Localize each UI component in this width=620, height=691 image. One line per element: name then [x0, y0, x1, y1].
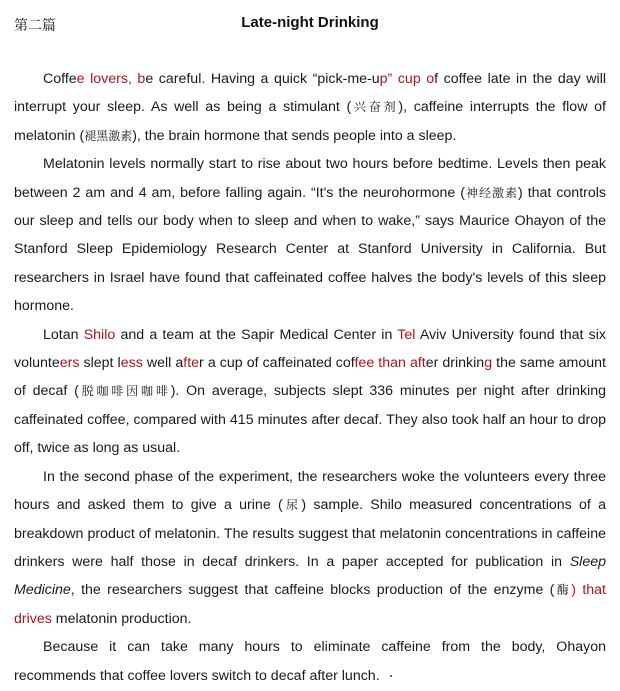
scan-speck — [390, 675, 392, 677]
chinese-gloss: 褪黑激素 — [84, 128, 133, 143]
highlighted-text: Tel — [397, 326, 416, 343]
text-run: well a — [142, 355, 184, 372]
highlighted-text: ) that dr — [14, 582, 606, 627]
text-run: ) that controls our sleep and tells our body when to sleep and when to wake,” says Maurice Ohayon of the Stanford Sleep Epidemiology Research Center at Stanford University in California. But researchers in Israel have found that caffeinated coffee halves the body's levels of this sleep hormone. — [14, 184, 607, 315]
text-run: ), caffeine interrupts the flow of melatonin ( — [14, 99, 606, 144]
section-label: 第二篇 — [14, 18, 56, 34]
text-run: , the researchers suggest that caffeine blocks production of the enzyme ( — [70, 582, 555, 599]
highlighted-text: Shilo — [83, 326, 116, 343]
highlighted-text: e lovers, b — [76, 71, 146, 87]
text-run: Lotan — [43, 326, 84, 343]
highlighted-text: ess — [120, 355, 143, 372]
text-run: f coffee late in the day will interrupt your sleep. As well as being a stimulant ( — [14, 71, 607, 116]
text-run: Coffe — [43, 71, 77, 87]
text-run: melatonin production. — [51, 610, 192, 627]
chinese-gloss: 脱咖啡因咖啡 — [78, 384, 171, 399]
text-run: ) sample. Shilo measured concentrations of a breakdown product of melatonin. The results suggest that melatonin concentrations in caffeine drinkers were half those in decaf drinkers. In a paper accepted for publication in — [14, 497, 606, 570]
text-run: e careful. Having a quick “pick-me-u — [145, 71, 380, 87]
text-run: the same amount of decaf ( — [14, 355, 606, 400]
text-run: Because it can take many hours to eliminate caffeine from the body, Ohayon recommends that coffee lovers switch to decaf after lunch. — [14, 639, 606, 684]
chinese-gloss: 兴奋剂 — [351, 100, 399, 115]
highlighted-text: fee than aft — [354, 355, 426, 372]
text-run: Melatonin levels normally start to rise about two hours before bedtime. Levels then peak between 2 am and 4 am, before falling again. “It's the neurohormone ( — [14, 156, 606, 201]
chinese-gloss: 酶 — [554, 583, 572, 598]
paragraph-2 — [14, 150, 606, 320]
highlighted-text: fte — [183, 355, 200, 372]
text-run: In the second phase of the experiment, the researchers woke the volunteers every three hours and asked them to give a urine ( — [14, 468, 606, 514]
highlighted-text: ers — [59, 355, 80, 372]
text-run: Aviv University found that six volunte — [14, 326, 606, 372]
page-title: Late-night Drinking — [241, 14, 379, 31]
text-run: and a team at the Sapir Medical Center in — [115, 326, 398, 343]
text-run: ). On average, subjects slept 336 minutes per night after drinking caffeinated coffee, compared with 415 minutes after decaf. They also took half an hour to drop off, twice as long as usual. — [14, 383, 606, 457]
chinese-gloss: 神经激素 — [464, 185, 519, 200]
paragraph-4 — [14, 463, 606, 633]
text-run: r a cup of caffeinated cof — [199, 355, 355, 372]
highlighted-text: ives — [26, 610, 52, 627]
paragraph-1 — [14, 65, 606, 150]
text-run: slept l — [79, 355, 121, 372]
journal-name: Sleep Medicine — [14, 553, 606, 599]
paragraph-3 — [14, 321, 606, 463]
text-run: ), the brain hormone that sends people into a sleep. — [132, 127, 457, 144]
highlighted-text: g — [484, 355, 493, 372]
text-run: er drinkin — [425, 355, 485, 372]
chinese-gloss: 尿 — [282, 498, 302, 513]
article-body — [14, 65, 606, 690]
paragraph-5 — [14, 633, 606, 690]
highlighted-text: p” cup o — [379, 71, 435, 87]
